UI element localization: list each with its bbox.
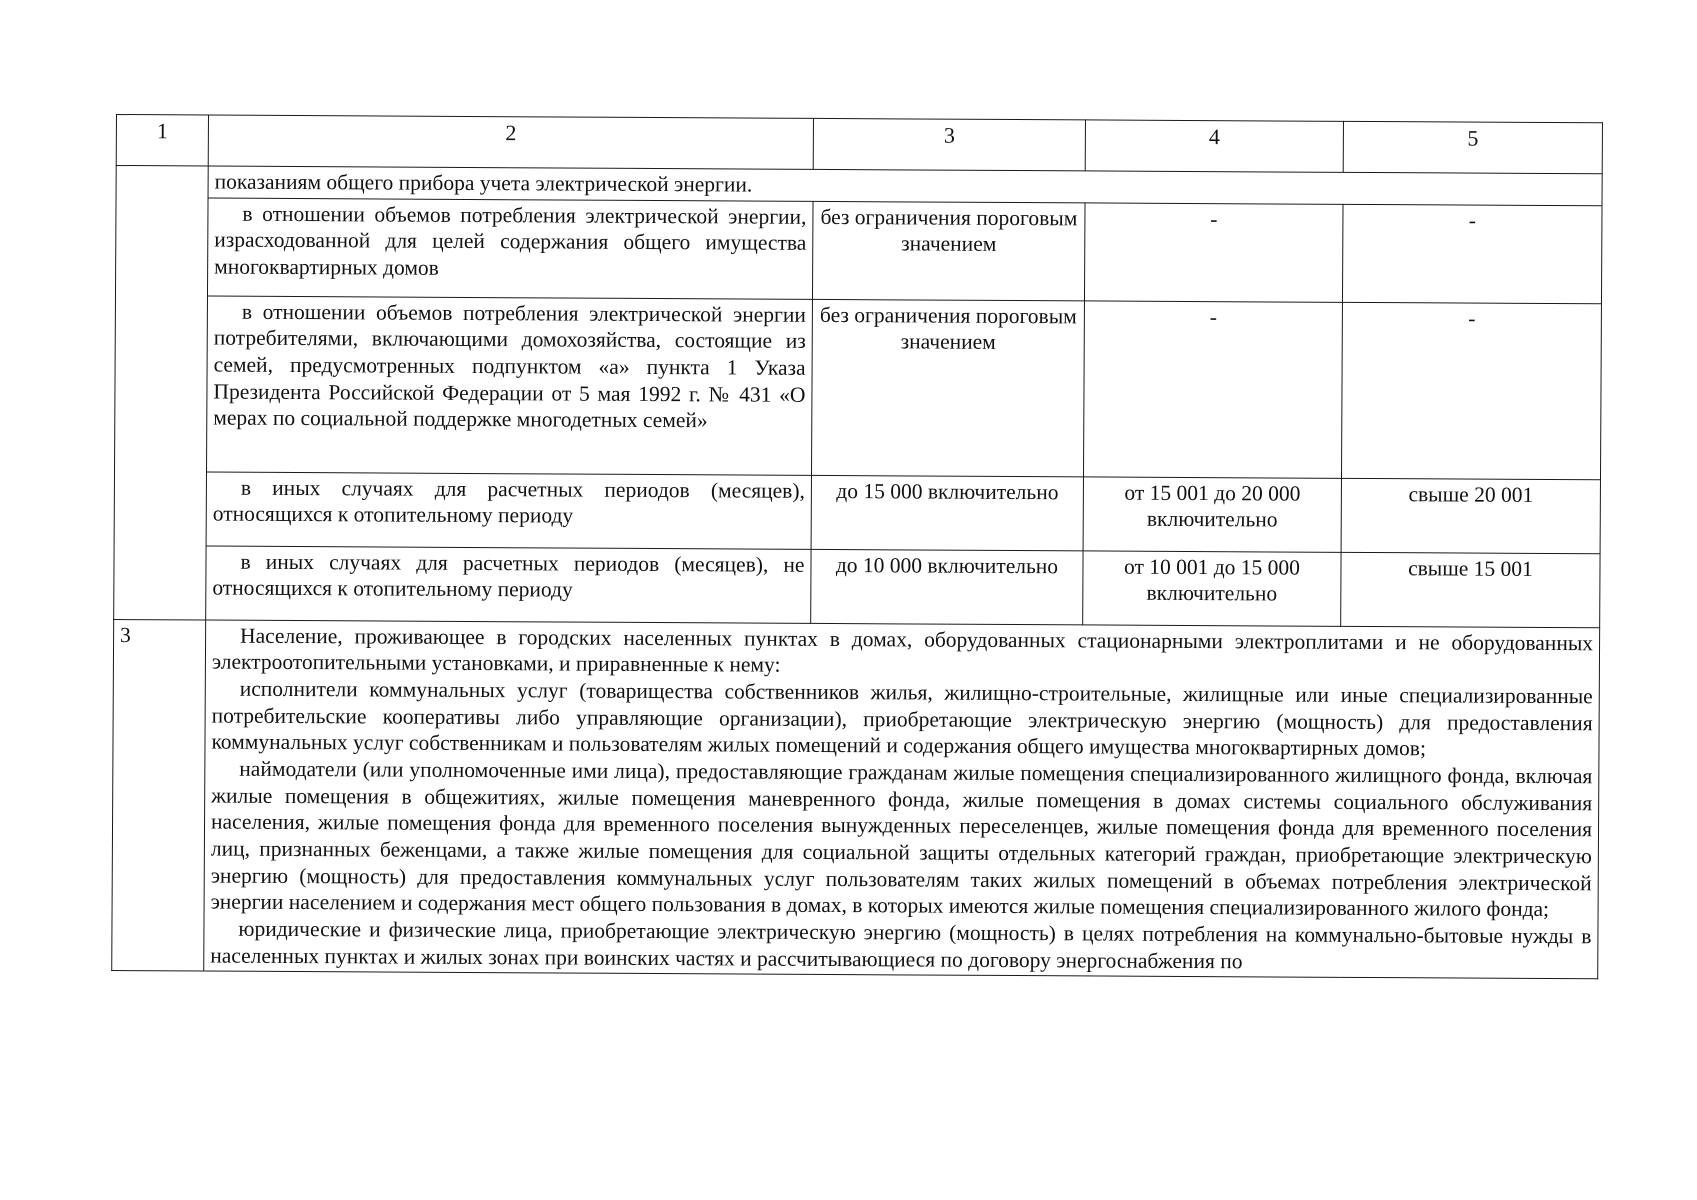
header-col-2: 2 [208, 115, 813, 169]
row-col5: свыше 15 001 [1341, 552, 1600, 627]
row-col4: от 15 001 до 20 000 включительно [1083, 477, 1341, 552]
row-col3: до 15 000 включительно [811, 475, 1083, 551]
tariff-table [111, 114, 1603, 979]
table-row [115, 197, 1602, 303]
section-3-text [204, 620, 1600, 979]
header-col-3: 3 [813, 118, 1085, 171]
row-col5: свыше 20 001 [1341, 478, 1600, 553]
row-description: в отношении объемов потребления электрической энергии потребителями, включающими домохозяйства, состоящие из семей, предусмотренных подпунктом «а» пункта 1 Указа Президента Российской Федерации от 5 мая 1992 г. № 431 «О мерах по социальной поддержке многодетных семей» [207, 296, 813, 475]
row-col5: - [1342, 204, 1602, 303]
section-3-row [112, 619, 1600, 979]
continuation-text: показаниям общего прибора учета электрической энергии. [208, 166, 1602, 205]
section-paragraph: исполнители коммунальных услуг (товарищества собственников жилья, жилищно-строительные, жилищные или иные специализированные потребительские кооперативы либо управляющие организации), приобретающие электрическую энергию (мощность) для предоставления коммунальных услуг собственникам и пользователям жилых помещений и содержания общего имущества многоквартирных домов; [211, 676, 1593, 761]
table-row [114, 471, 1600, 553]
row-col4: - [1084, 203, 1343, 302]
row-col3: без ограничения пороговым значением [811, 299, 1084, 477]
table-row [115, 295, 1602, 479]
section-number: 3 [112, 619, 206, 971]
row-col5: - [1341, 302, 1601, 479]
row-col3: без ограничения пороговым значением [812, 201, 1085, 301]
row-description: в иных случаях для расчетных периодов (месяцев), не относящихся к отопительному периоду [206, 546, 811, 623]
row-description: в отношении объемов потребления электрической энергии, израсходованной для целей содержания общего имущества многоквартирных домов [207, 198, 813, 299]
row-col4: от 10 001 до 15 000 включительно [1083, 551, 1341, 626]
section-paragraph: Население, проживающее в городских населенных пунктах в домах, оборудованных стационарными электроплитами и не оборудованных электроотопительными установками, и приравненные к нему: [211, 623, 1594, 678]
header-col-5: 5 [1343, 121, 1602, 173]
table-header-row [116, 115, 1602, 174]
section-paragraph: юридические и физические лица, приобретающие электрическую энергию (мощность) в целях потребления на коммунально-бытовые нужды в населенных пунктах и жилых зонах при воинских частях и рассчитывающиеся по договору энергоснабжения по [210, 916, 1592, 973]
header-col-4: 4 [1085, 120, 1343, 172]
row-description: в иных случаях для расчетных периодов (месяцев), относящихся к отопительному периоду [206, 472, 811, 549]
row-col3: до 10 000 включительно [811, 549, 1083, 625]
row-number-cell-empty [114, 166, 209, 620]
table-row [114, 545, 1600, 627]
row-col4: - [1083, 301, 1342, 478]
header-col-1: 1 [116, 115, 208, 167]
section-paragraph: наймодатели (или уполномоченные ими лица), предоставляющие гражданам жилые помещения специализированного жилищного фонда, включая жилые помещения в общежитиях, жилые помещения маневренного фонда, жилые помещения в домах системы социального обслуживания населения, жилые помещения фонда для временного поселения вынужденных переселенцев, жилые помещения фонда для временного поселения лиц, признанных беженцами, а также жилые помещения для социальной защиты отдельных категорий граждан, приобретающие электрическую энергию (мощность) для предоставления коммунальных услуг пользователям таких жилых помещений в объемах потребления электрической энергии населением и содержания мест общего пользования в домах, в которых имеются жилые помещения специализированного жилого фонда; [210, 756, 1593, 922]
